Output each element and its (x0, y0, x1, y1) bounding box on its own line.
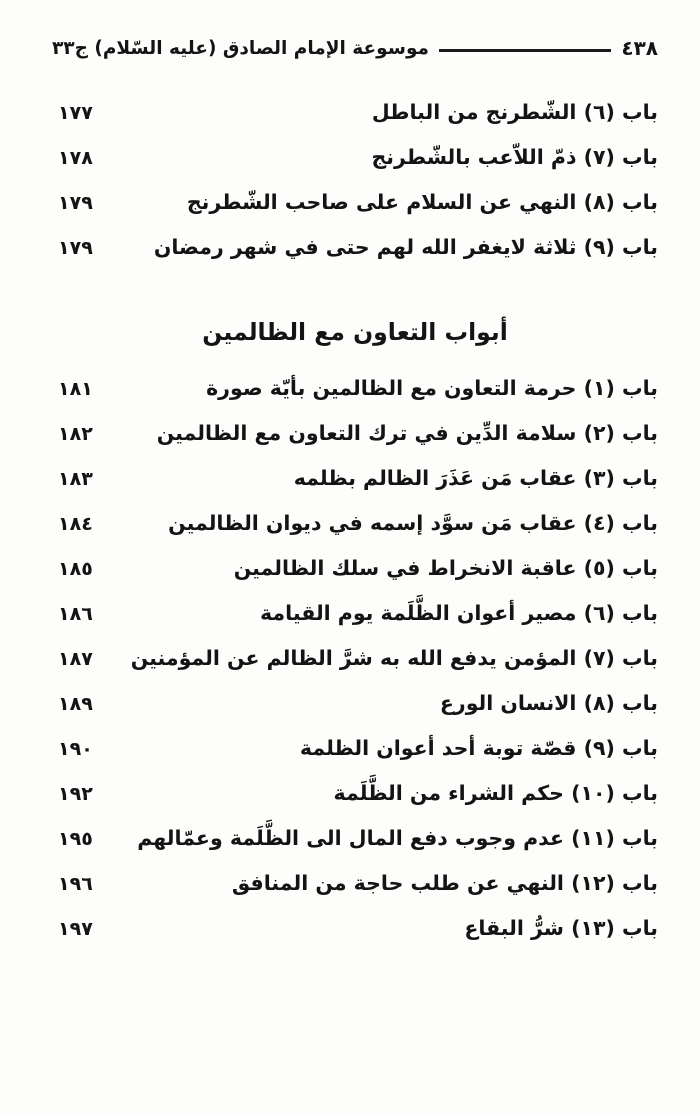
toc-entry-title: باب (٢) سلامة الدِّين في ترك التعاون مع الظالمين (156, 421, 658, 445)
toc-entry-title: باب (١) حرمة التعاون مع الظالمين بأيّة صورة (206, 376, 658, 400)
page-number: ٤٣٨ (621, 36, 658, 60)
running-header (52, 36, 658, 60)
toc-entry-title: باب (٦) الشّطرنج من الباطل (371, 100, 658, 124)
toc-section-oppressors (52, 312, 658, 951)
toc-entry (52, 456, 658, 501)
toc-entry-page: ١٨٤ (58, 513, 93, 535)
toc-entry-page: ١٨٧ (58, 648, 93, 670)
toc-entry-page: ١٧٧ (58, 102, 93, 124)
toc-entry-page: ١٧٨ (58, 147, 93, 169)
toc-entry-title: باب (١٣) شرُّ البقاع (464, 916, 658, 940)
toc-entry-title: باب (٤) عقاب مَن سوَّد إسمه في ديوان الظالمين (168, 511, 658, 535)
toc-entry-title: باب (٨) الانسان الورع (439, 691, 658, 715)
toc-entry-title: باب (١١) عدم وجوب دفع المال الى الظَّلَمة وعمّالهم (137, 826, 658, 850)
toc-entry-page: ١٧٩ (58, 237, 93, 259)
toc-entry-page: ١٨٥ (58, 558, 93, 580)
toc-entry-page: ١٨١ (58, 378, 93, 400)
section-heading: أبواب التعاون مع الظالمين (202, 318, 508, 346)
toc-section-chess (52, 90, 658, 270)
toc-entry (52, 636, 658, 681)
toc-entry (52, 501, 658, 546)
toc-entry-title: باب (١٠) حكم الشراء من الظَّلَمة (333, 781, 658, 805)
toc-entry-title: باب (٩) قصّة توبة أحد أعوان الظلمة (299, 736, 658, 760)
toc-entry (52, 225, 658, 270)
toc-entry (52, 861, 658, 906)
toc-entry (52, 726, 658, 771)
toc-entry-title: باب (٦) مصير أعوان الظَّلَمة يوم القيامة (260, 601, 658, 625)
header-rule (439, 49, 611, 52)
toc-entry-title: باب (٣) عقاب مَن عَذَرَ الظالم بظلمه (293, 466, 658, 490)
toc-entry-page: ١٩٥ (58, 828, 93, 850)
toc-entry-title: باب (٨) النهي عن السلام على صاحب الشّطرنج (186, 190, 658, 214)
toc-entry-page: ١٩٦ (58, 873, 93, 895)
book-title: موسوعة الإمام الصادق (عليه السّلام) ج٣٣ (52, 37, 429, 59)
toc-entry-page: ١٩٠ (58, 738, 93, 760)
toc-entry (52, 135, 658, 180)
toc-entry (52, 90, 658, 135)
toc-entry (52, 411, 658, 456)
toc-entry-page: ١٩٧ (58, 918, 93, 940)
toc-entry-title: باب (٥) عاقبة الانخراط في سلك الظالمين (233, 556, 658, 580)
toc-entry-page: ١٨٣ (58, 468, 93, 490)
toc-entry-title: باب (٧) المؤمن يدفع الله به شرَّ الظالم عن المؤمنين (130, 646, 658, 670)
toc-entry (52, 366, 658, 411)
toc-entry-page: ١٨٦ (58, 603, 93, 625)
toc-entry (52, 816, 658, 861)
toc-entry (52, 906, 658, 951)
toc-entry-title: باب (١٢) النهي عن طلب حاجة من المنافق (231, 871, 658, 895)
toc-entry-title: باب (٧) ذمّ اللاّعب بالشّطرنج (371, 145, 658, 169)
toc-entry-page: ١٨٩ (58, 693, 93, 715)
toc-entry-page: ١٩٢ (58, 783, 93, 805)
toc-entry (52, 546, 658, 591)
toc-entry-page: ١٨٢ (58, 423, 93, 445)
toc-entry-page: ١٧٩ (58, 192, 93, 214)
toc-entry (52, 591, 658, 636)
toc-entry (52, 681, 658, 726)
toc-entry (52, 180, 658, 225)
toc-entry-title: باب (٩) ثلاثة لايغفر الله لهم حتى في شهر رمضان (153, 235, 658, 259)
toc-entry (52, 771, 658, 816)
